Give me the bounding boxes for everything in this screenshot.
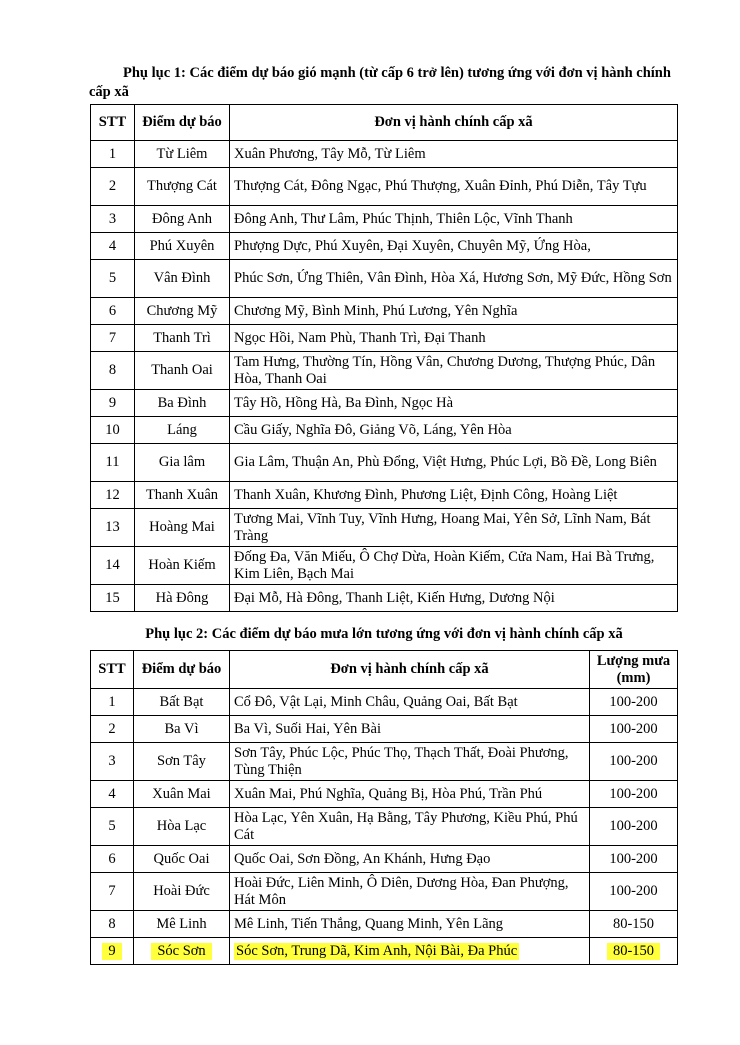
row-units: Ba Vì, Suối Hai, Yên Bài: [230, 716, 590, 743]
table-row: [91, 509, 678, 547]
row-stt: 2: [91, 716, 134, 743]
row-units: Thượng Cát, Đông Ngạc, Phú Thượng, Xuân Đỉnh, Phú Diễn, Tây Tựu: [230, 168, 678, 206]
row-stt-cell: [91, 938, 134, 965]
row-rainfall: 100-200: [590, 846, 678, 873]
row-stt: 7: [91, 873, 134, 911]
row-point: Mê Linh: [134, 911, 230, 938]
row-stt: 5: [91, 260, 135, 298]
row-stt: 3: [91, 206, 135, 233]
row-point: Thượng Cát: [135, 168, 230, 206]
row-rainfall: 100-200: [590, 873, 678, 911]
row-point: Bất Bạt: [134, 689, 230, 716]
row-units: Đông Anh, Thư Lâm, Phúc Thịnh, Thiên Lộc, Vĩnh Thanh: [230, 206, 678, 233]
table-row: [91, 808, 678, 846]
row-point: Phú Xuyên: [135, 233, 230, 260]
row-point: Ba Vì: [134, 716, 230, 743]
row-stt: 8: [91, 911, 134, 938]
row-point: Hà Đông: [135, 585, 230, 612]
appendix2-title: Phụ lục 2: Các điểm dự báo mưa lớn tương ứng với đơn vị hành chính cấp xã: [145, 626, 623, 642]
table-row: [91, 482, 678, 509]
table-row: [91, 260, 678, 298]
row-point: Chương Mỹ: [135, 298, 230, 325]
row-point: Từ Liêm: [135, 141, 230, 168]
row-stt: 2: [91, 168, 135, 206]
row-point: Sóc Sơn: [151, 943, 211, 960]
rain-forecast-table: [90, 650, 678, 965]
row-rainfall: 100-200: [590, 781, 678, 808]
row-stt: 10: [91, 417, 135, 444]
row-units: Tương Mai, Vĩnh Tuy, Vĩnh Hưng, Hoang Mai, Yên Sở, Lĩnh Nam, Bát Tràng: [230, 509, 678, 547]
row-units: Tam Hưng, Thường Tín, Hồng Vân, Chương Dương, Thượng Phúc, Dân Hòa, Thanh Oai: [230, 352, 678, 390]
table-row: [91, 168, 678, 206]
row-stt: 13: [91, 509, 135, 547]
row-stt: 6: [91, 846, 134, 873]
table-row: [91, 689, 678, 716]
table-row: [91, 390, 678, 417]
table-row: [91, 298, 678, 325]
table-row: [91, 141, 678, 168]
table-row: [91, 325, 678, 352]
row-point: Hoàng Mai: [135, 509, 230, 547]
table-row: [91, 716, 678, 743]
row-point: Sơn Tây: [134, 743, 230, 781]
table-row: [91, 444, 678, 482]
table-header-row: [91, 105, 678, 141]
header-rainfall: Lượng mưa (mm): [590, 651, 678, 689]
table-row: [91, 352, 678, 390]
row-units: Quốc Oai, Sơn Đồng, An Khánh, Hưng Đạo: [230, 846, 590, 873]
row-units: Phúc Sơn, Ứng Thiên, Vân Đình, Hòa Xá, Hương Sơn, Mỹ Đức, Hồng Sơn: [230, 260, 678, 298]
row-point: Đông Anh: [135, 206, 230, 233]
row-stt: 7: [91, 325, 135, 352]
row-units: Đống Đa, Văn Miếu, Ô Chợ Dừa, Hoàn Kiếm, Cửa Nam, Hai Bà Trưng, Kim Liên, Bạch Mai: [230, 547, 678, 585]
row-units: Phượng Dực, Phú Xuyên, Đại Xuyên, Chuyên Mỹ, Ứng Hòa,: [230, 233, 678, 260]
row-rainfall: 80-150: [607, 943, 660, 960]
row-point: Vân Đình: [135, 260, 230, 298]
row-point: Hòa Lạc: [134, 808, 230, 846]
row-units: Xuân Phương, Tây Mỗ, Từ Liêm: [230, 141, 678, 168]
highlighted-table-row: [91, 938, 678, 965]
row-units-cell: [230, 938, 590, 965]
row-units: Hoài Đức, Liên Minh, Ô Diên, Dương Hòa, Đan Phượng, Hát Môn: [230, 873, 590, 911]
row-units: Thanh Xuân, Khương Đình, Phương Liệt, Định Công, Hoàng Liệt: [230, 482, 678, 509]
row-units: Chương Mỹ, Bình Minh, Phú Lương, Yên Nghĩa: [230, 298, 678, 325]
row-units: Cổ Đô, Vật Lại, Minh Châu, Quảng Oai, Bất Bạt: [230, 689, 590, 716]
row-stt: 1: [91, 689, 134, 716]
wind-forecast-table: [90, 104, 678, 612]
row-units: Cầu Giấy, Nghĩa Đô, Giảng Võ, Láng, Yên Hòa: [230, 417, 678, 444]
row-stt: 4: [91, 781, 134, 808]
row-point: Thanh Trì: [135, 325, 230, 352]
row-point: Gia lâm: [135, 444, 230, 482]
header-stt: STT: [91, 651, 134, 689]
row-stt: 9: [102, 943, 121, 960]
row-units: Đại Mỗ, Hà Đông, Thanh Liệt, Kiến Hưng, Dương Nội: [230, 585, 678, 612]
row-stt: 5: [91, 808, 134, 846]
row-stt: 3: [91, 743, 134, 781]
header-admin-units: Đơn vị hành chính cấp xã: [230, 105, 678, 141]
row-units: Xuân Mai, Phú Nghĩa, Quảng Bị, Hòa Phú, Trần Phú: [230, 781, 590, 808]
row-units: Ngọc Hồi, Nam Phù, Thanh Trì, Đại Thanh: [230, 325, 678, 352]
row-rainfall: 100-200: [590, 808, 678, 846]
row-units: Gia Lâm, Thuận An, Phù Đổng, Việt Hưng, Phúc Lợi, Bồ Đề, Long Biên: [230, 444, 678, 482]
row-stt: 15: [91, 585, 135, 612]
row-point-cell: [134, 938, 230, 965]
row-rainfall: 100-200: [590, 716, 678, 743]
row-point: Hoàn Kiếm: [135, 547, 230, 585]
header-forecast-point: Điểm dự báo: [135, 105, 230, 141]
row-units: Sóc Sơn, Trung Dã, Kim Anh, Nội Bài, Đa Phúc: [236, 942, 518, 959]
table-row: [91, 911, 678, 938]
row-point: Thanh Oai: [135, 352, 230, 390]
table-header-row: [91, 651, 678, 689]
row-rainfall: 100-200: [590, 743, 678, 781]
row-point: Ba Đình: [135, 390, 230, 417]
appendix1-title: Phụ lục 1: Các điểm dự báo gió mạnh (từ cấp 6 trở lên) tương ứng với đơn vị hành chính cấp xã: [89, 65, 671, 100]
table-row: [91, 585, 678, 612]
row-stt: 9: [91, 390, 135, 417]
row-units: Mê Linh, Tiến Thắng, Quang Minh, Yên Lãng: [230, 911, 590, 938]
row-units: Hòa Lạc, Yên Xuân, Hạ Bằng, Tây Phương, Kiều Phú, Phú Cát: [230, 808, 590, 846]
table-row: [91, 846, 678, 873]
table-row: [91, 781, 678, 808]
row-stt: 14: [91, 547, 135, 585]
row-stt: 12: [91, 482, 135, 509]
row-stt: 1: [91, 141, 135, 168]
header-stt: STT: [91, 105, 135, 141]
table-row: [91, 547, 678, 585]
row-rainfall-cell: [590, 938, 678, 965]
row-rainfall: 80-150: [590, 911, 678, 938]
table-row: [91, 743, 678, 781]
table-row: [91, 233, 678, 260]
row-stt: 11: [91, 444, 135, 482]
row-stt: 6: [91, 298, 135, 325]
row-stt: 4: [91, 233, 135, 260]
row-units: Sơn Tây, Phúc Lộc, Phúc Thọ, Thạch Thất, Đoài Phương, Tùng Thiện: [230, 743, 590, 781]
row-units: Tây Hồ, Hồng Hà, Ba Đình, Ngọc Hà: [230, 390, 678, 417]
table-row: [91, 417, 678, 444]
header-forecast-point: Điểm dự báo: [134, 651, 230, 689]
row-point: Xuân Mai: [134, 781, 230, 808]
row-stt: 8: [91, 352, 135, 390]
table-row: [91, 873, 678, 911]
row-rainfall: 100-200: [590, 689, 678, 716]
table-row: [91, 206, 678, 233]
row-point: Quốc Oai: [134, 846, 230, 873]
row-point: Hoài Đức: [134, 873, 230, 911]
header-admin-units: Đơn vị hành chính cấp xã: [230, 651, 590, 689]
row-point: Láng: [135, 417, 230, 444]
row-point: Thanh Xuân: [135, 482, 230, 509]
